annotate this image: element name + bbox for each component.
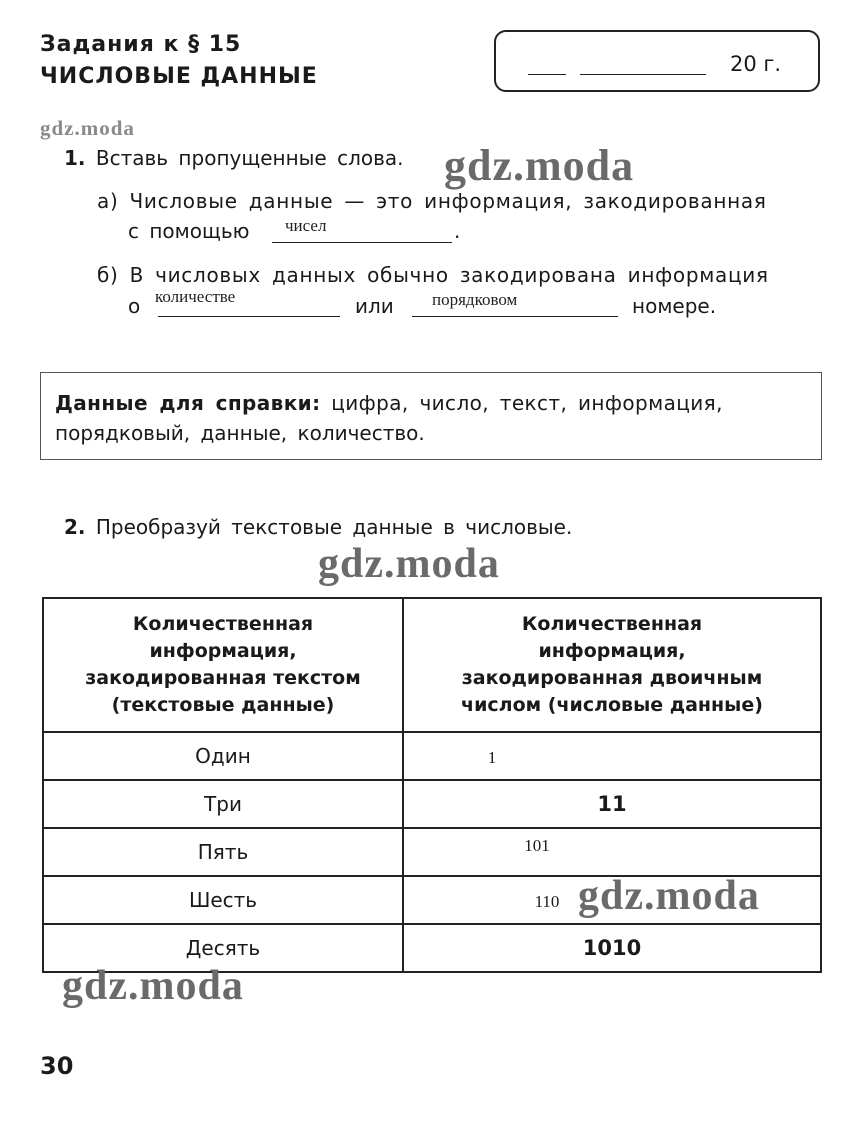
table-row: [43, 780, 821, 828]
page-number: 30: [40, 1052, 74, 1080]
task1b-line1: б) В числовых данных обычно закодирована информация: [97, 263, 769, 287]
reference-line2: порядковый, данные, количество.: [55, 421, 425, 445]
topic-title: ЧИСЛОВЫЕ ДАННЫЕ: [40, 64, 318, 89]
header-line: (текстовые данные): [111, 694, 335, 716]
number-cell: [403, 732, 821, 780]
handwritten-answer: количестве: [155, 287, 236, 306]
table-header-row: [43, 598, 821, 732]
task1b-middle: или: [355, 294, 394, 318]
text-cell: Пять: [43, 828, 403, 876]
watermark: gdz.moda: [578, 873, 760, 919]
header-line: закодированная текстом: [85, 667, 361, 689]
printed-answer: 11: [597, 792, 627, 816]
handwritten-answer: чисел: [285, 216, 327, 235]
task1-number: 1.: [64, 146, 86, 170]
text-cell: Шесть: [43, 876, 403, 924]
watermark: gdz.moda: [62, 963, 244, 1009]
reference-line1: [55, 391, 723, 415]
printed-answer: 1010: [582, 936, 642, 960]
handwritten-answer: порядковом: [432, 290, 518, 309]
number-cell: [403, 828, 821, 876]
watermark: gdz.moda: [40, 116, 135, 140]
table-row: [43, 828, 821, 876]
handwritten-answer: 1: [487, 748, 497, 767]
task1-heading: [64, 146, 404, 170]
date-box: [494, 30, 820, 92]
header-line: информация,: [538, 640, 686, 662]
reference-box: [40, 372, 822, 460]
reference-label: Данные для справки:: [55, 391, 321, 415]
task1a-period: .: [454, 219, 461, 243]
header-line: информация,: [149, 640, 297, 662]
section-title: Задания к § 15: [40, 32, 242, 57]
header-line: Количественная: [132, 613, 314, 635]
task2-instruction: Преобразуй текстовые данные в числовые.: [95, 515, 573, 539]
reference-words: цифра, число, текст, информация,: [331, 391, 723, 415]
task2-number: 2.: [64, 515, 86, 539]
watermark: gdz.moda: [318, 541, 500, 587]
task1b-suffix: номере.: [632, 294, 717, 318]
handwritten-answer: 101: [524, 836, 550, 855]
answer-line: [272, 242, 452, 243]
task1a-line1: а) Числовые данные — это информация, закодированная: [97, 189, 767, 213]
handwritten-answer: 110: [534, 892, 560, 911]
task1-instruction: Вставь пропущенные слова.: [95, 146, 404, 170]
header-numeric-data: [403, 598, 821, 732]
task1a-line2-prefix: с помощью: [128, 219, 250, 243]
date-year-suffix: 20 г.: [730, 52, 782, 76]
answer-line: [412, 316, 618, 317]
text-cell: Один: [43, 732, 403, 780]
watermark: gdz.moda: [444, 141, 635, 190]
header-text-data: [43, 598, 403, 732]
text-cell: Десять: [43, 924, 403, 972]
header-line: закодированная двоичным: [461, 667, 763, 689]
task1b-prefix: о: [128, 294, 141, 318]
header-line: числом (числовые данные): [461, 694, 763, 716]
number-cell: [403, 924, 821, 972]
date-month-line: [580, 74, 706, 75]
header-line: Количественная: [521, 613, 703, 635]
answer-line: [158, 316, 340, 317]
text-cell: Три: [43, 780, 403, 828]
task2-heading: [64, 515, 572, 539]
date-day-line: [528, 74, 566, 75]
number-cell: [403, 780, 821, 828]
table-row: [43, 732, 821, 780]
